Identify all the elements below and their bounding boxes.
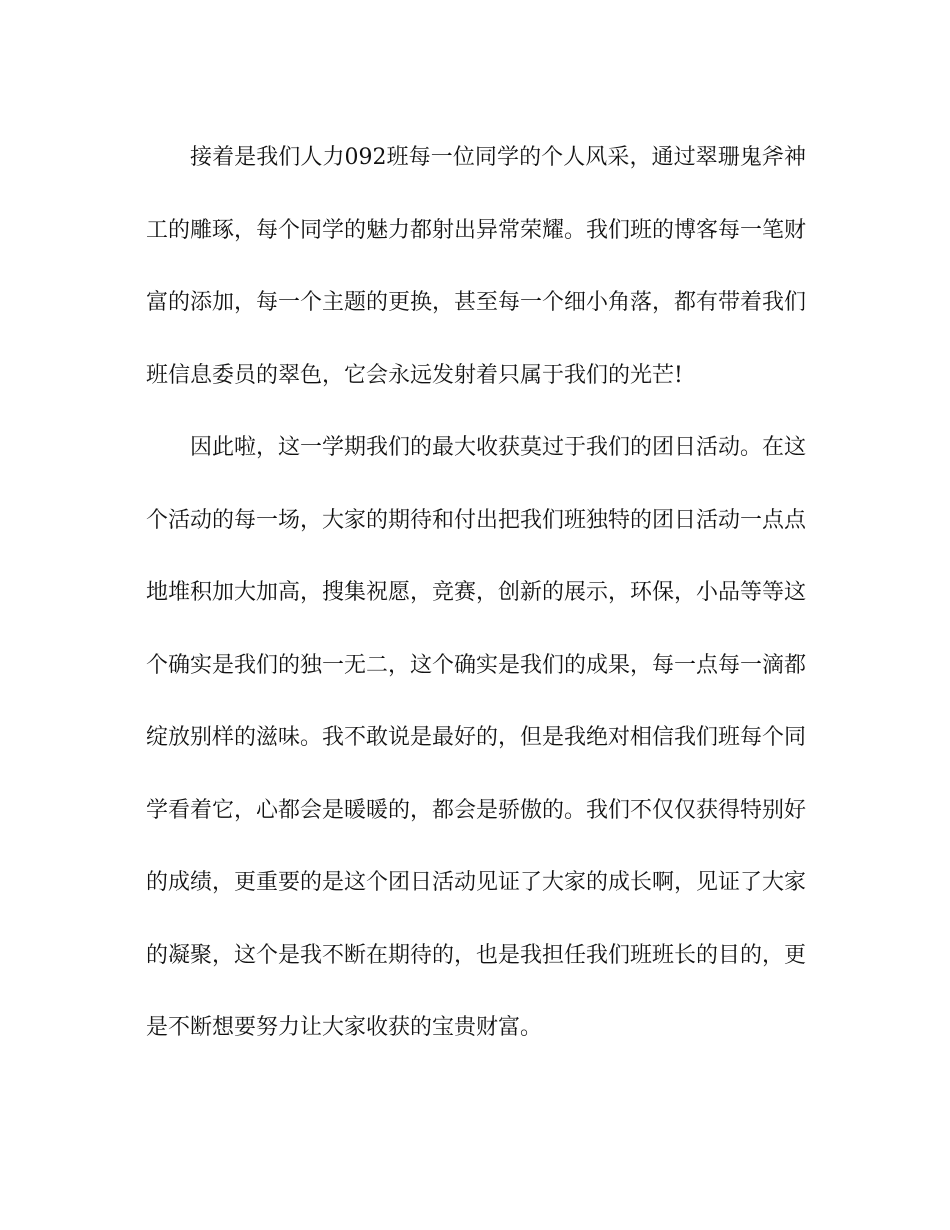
document-body <box>146 138 806 1081</box>
paragraph-line: 的成绩，更重要的是这个团日活动见证了大家的成长啊，见证了大家 <box>146 870 806 895</box>
paragraph-line: 富的添加，每一个主题的更换，甚至每一个细小角落，都有带着我们 <box>146 290 806 315</box>
paragraph-line: 个确实是我们的独一无二，这个确实是我们的成果，每一点每一滴都 <box>146 652 806 678</box>
paragraph-line: 因此啦，这一学期我们的最大收获莫过于我们的团日活动。在这 <box>190 435 806 460</box>
paragraph-line: 绽放别样的滋味。我不敢说是最好的，但是我绝对相信我们班每个同 <box>146 725 806 750</box>
paragraph-2 <box>146 428 806 1081</box>
paragraph-line: 班信息委员的翠色，它会永远发射着只属于我们的光芒! <box>146 362 683 388</box>
paragraph-line: 个活动的每一场，大家的期待和付出把我们班独特的团日活动一点点 <box>146 507 806 533</box>
paragraph-line: 是不断想要努力让大家收获的宝贵财富。 <box>146 1015 543 1040</box>
paragraph-line: 学看着它，心都会是暖暖的，都会是骄傲的。我们不仅仅获得特别好 <box>146 797 806 823</box>
paragraph-line: 的凝聚，这个是我不断在期待的，也是我担任我们班班长的目的，更 <box>146 942 806 968</box>
paragraph-line: 接着是我们人力092班每一位同学的个人风采，通过翠珊鬼斧神 <box>190 145 806 170</box>
paragraph-1 <box>146 138 806 428</box>
paragraph-line: 地堆积加大加高，搜集祝愿，竞赛，创新的展示，环保，小品等等这 <box>146 580 806 605</box>
paragraph-line: 工的雕琢，每个同学的魅力都射出异常荣耀。我们班的博客每一笔财 <box>146 217 806 243</box>
